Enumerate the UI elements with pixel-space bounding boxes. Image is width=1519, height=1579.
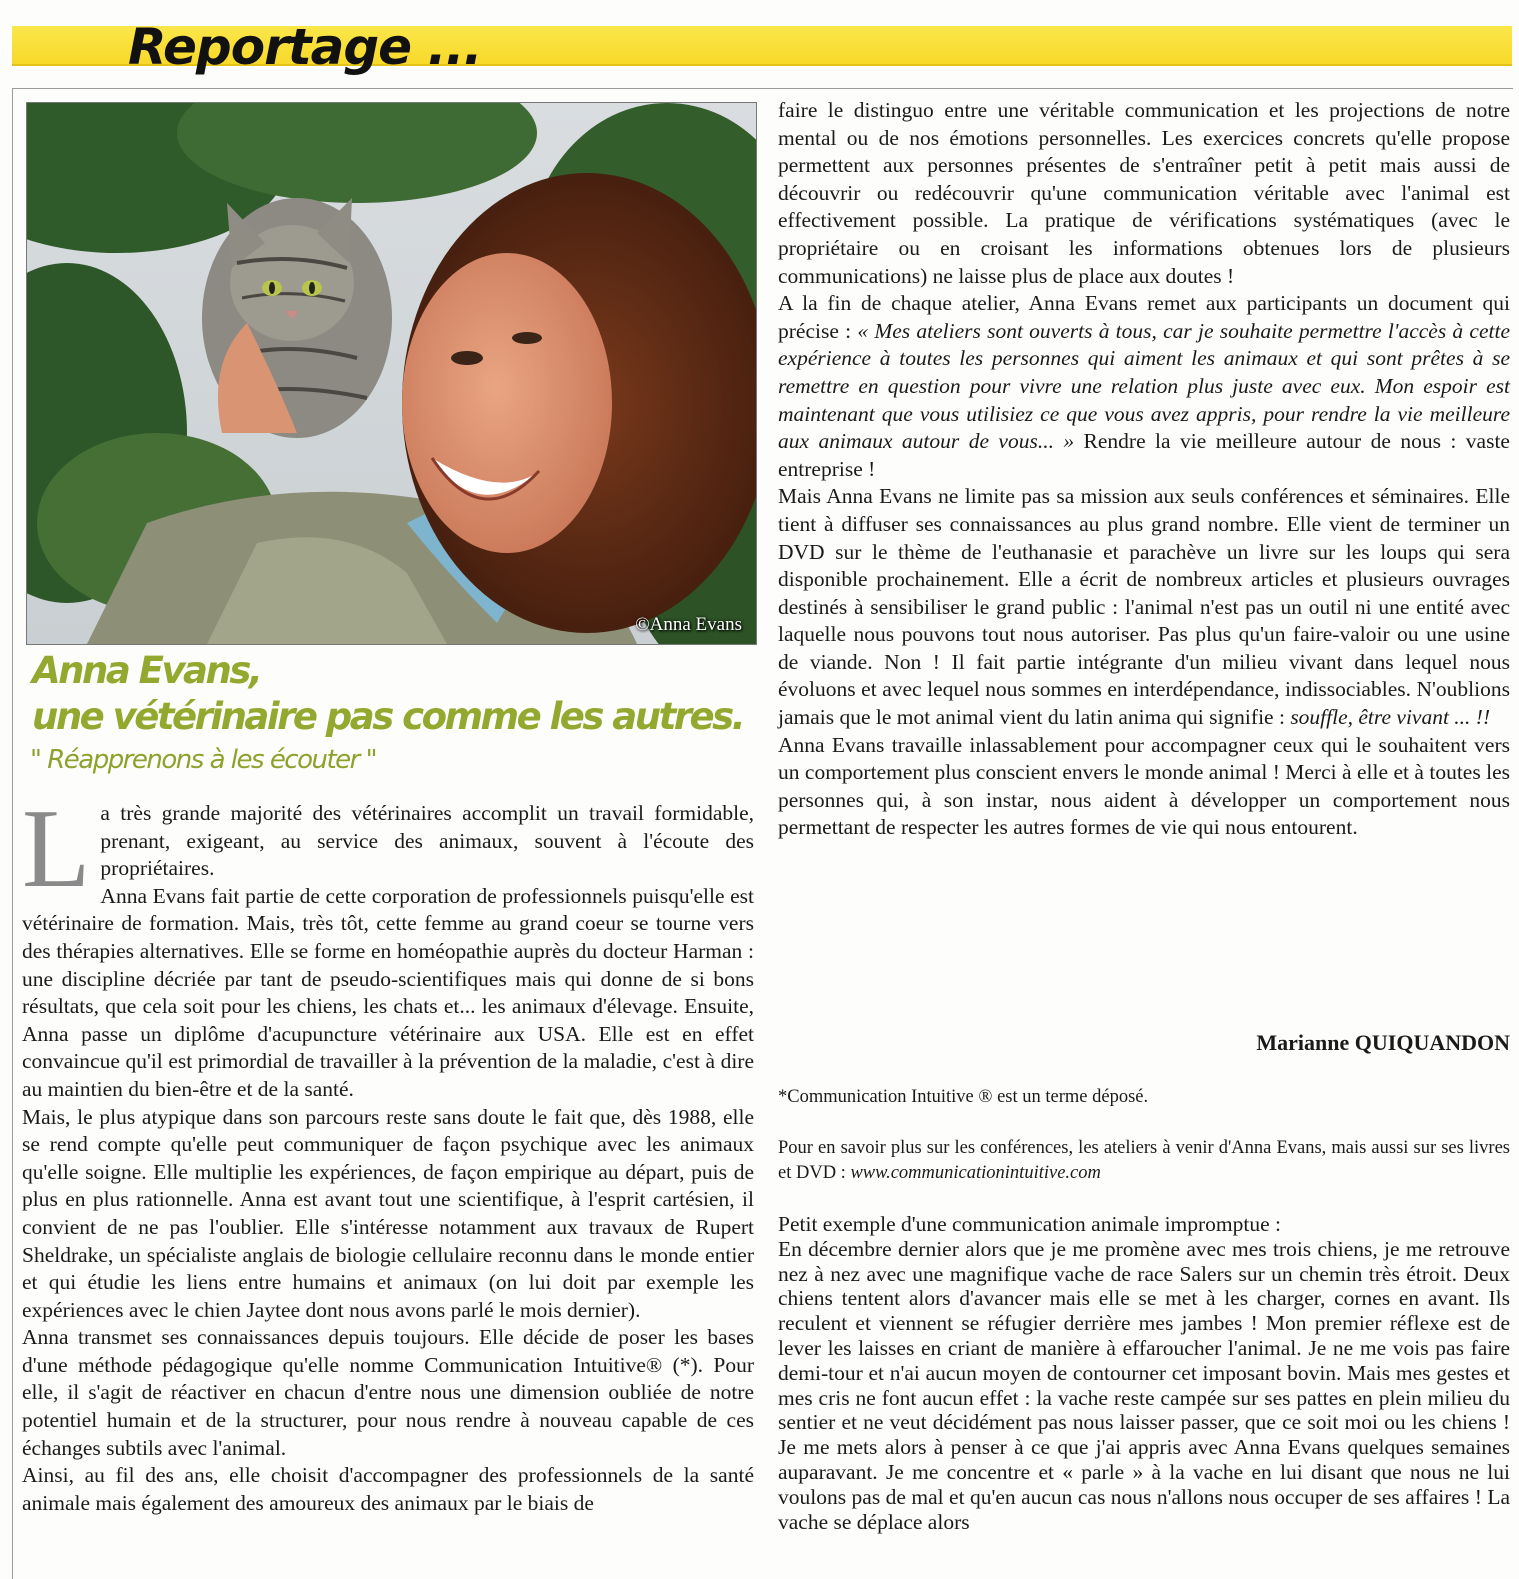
anna-quote: « Mes ateliers sont ouverts à tous, car je souhaite permettre l'accès à cette expérience à toutes les personnes qui aiment les animaux et qui sont prêtes à se remettre en question pour vivre une relation plus juste avec eux. Mon espoir est maintenant que vous utilisiez ce que vous avez appris, pour rendre la vie meilleure aux animaux autour de vous... » — [778, 318, 1510, 454]
photo-illustration — [27, 103, 756, 644]
example-title: Petit exemple d'une communication animale impromptue : — [778, 1212, 1282, 1236]
section-title: Reportage ... — [128, 18, 482, 76]
info-note — [778, 1136, 1510, 1186]
paragraph-4: Anna transmet ses connaissances depuis toujours. Elle décide de poser les bases d'une méthode pédagogique qu'elle nomme Communication Intuitive® (*). Pour elle, il s'agit de réactiver en chacun d'entre nous une dimension oubliée de notre potentiel humain et de la structurer, pour nous rendre à nouveau capable de ces échanges subtils avec l'animal. — [22, 1325, 754, 1460]
left-column — [22, 787, 754, 1517]
paragraph-5: Ainsi, au fil des ans, elle choisit d'accompagner des professionnels de la santé animale mais également des amoureux des animaux par le biais de — [22, 1463, 754, 1515]
info-text: Pour en savoir plus sur les conférences, les ateliers à venir d'Anna Evans, mais aussi sur ses livres et DVD : — [778, 1138, 1510, 1183]
example-body: En décembre dernier alors que je me promène avec mes trois chiens, je me retrouve nez à nez avec une magnifique vache de race Salers sur un chemin très étroit. Deux chiens tentent alors d'avancer mais elle se met à les charger, cornes en avant. Ils reculent et viennent se réfugier derrière mes jambes ! Mon premier réflexe est de lever les laisses en criant de manière à effaroucher l'animal. Je ne me vois pas faire demi-tour et n'ai aucun moyen de contourner cet imposant bovin. Mais mes gestes et mes cris ne font aucun effet : la vache reste campée sur ses pattes en plein milieu du sentier et ne veut décidément pas nous laisser passer, que ce soit moi ou les chiens ! Je me mets alors à penser à ce que j'ai appris avec Anna Evans quelques semaines auparavant. Je me concentre et « parle » à la vache en lui disant que nous ne lui voulons pas de mal et qu'en aucun cas nous n'allons nous occuper de ses affaires ! La vache se déplace alors — [778, 1236, 1510, 1534]
article-headline — [32, 648, 752, 740]
paragraph-3: Mais, le plus atypique dans son parcours reste sans doute le fait que, dès 1988, elle se rend compte qu'elle peut communiquer de façon psychique avec les animaux qu'elle soigne. Elle multiplie les expériences, de façon empirique au départ, puis de plus en plus rationnelle. Anna est avant tout une scientifique, à l'esprit cartésien, il convient de ne pas l'oublier. Elle s'intéresse notamment aux travaux de Rupert Sheldrake, un spécialiste anglais de biologie cellulaire reconnu dans le monde entier et qui étudie les liens entre humains et animaux (on lui doit par exemple les expériences avec le chien Jaytee dont nous avons parlé le mois dernier). — [22, 1104, 754, 1322]
paragraph-2: Anna Evans fait partie de cette corporation de professionnels puisqu'elle est vétérinaire de formation. Mais, très tôt, cette femme au grand coeur se tourne vers des thérapies alternatives. Elle se forme en homéopathie auprès du docteur Harman : une discipline décriée par tant de pseudo-scientifiques mais qui donne de si bons résultats, que cela soit pour les chiens, les chats et... les animaux d'élevage. Ensuite, Anna passe un diplôme d'acupuncture vétérinaire aux USA. Elle est en effet convaincue qu'il est primordial de travailler à la prévention de la maladie, c'est à dire au maintien du bien-être et de la santé. — [22, 883, 754, 1101]
article-subhead: " Réapprenons à les écouter " — [30, 745, 377, 775]
website-link[interactable]: www.communicationintuitive.com — [850, 1163, 1101, 1183]
article-photo — [26, 102, 757, 645]
headline-line-2: une vétérinaire pas comme les autres. — [32, 695, 744, 738]
paragraph-8 — [778, 483, 1510, 731]
paragraph-1 — [22, 787, 754, 911]
paragraph-1-text: a très grande majorité des vétérinaires accomplit un travail formidable, prenant, exigeant, au service des animaux, souvent à l'écoute des propriétaires. — [100, 801, 754, 881]
paragraph-6: faire le distinguo entre une véritable communication et les projections de notre mental ou de nos émotions personnelles. Les exercices concrets qu'elle propose permettent aux personnes présentes de s'entraîner petit à petit mais aussi de découvrir ou redécouvrir qu'une communication véritable avec l'animal est effectivement possible. La pratique de vérifications systématiques (avec le propriétaire ou en croisant les informations obtenues lors de plusieurs communications) ne laisse plus de place aux doutes ! — [778, 98, 1510, 288]
author-signature: Marianne QUIQUANDON — [1256, 1030, 1510, 1055]
footnote: *Communication Intuitive ® est un terme déposé. — [778, 1087, 1149, 1107]
paragraph-7-intro: A la fin de chaque atelier, Anna Evans remet aux participants un document qui précise : — [778, 291, 1510, 343]
drop-cap: L — [22, 787, 91, 911]
section-banner — [12, 18, 1512, 76]
anima-definition: souffle, être vivant ... !! — [1290, 705, 1491, 730]
photo-credit: ©Anna Evans — [635, 614, 742, 635]
paragraph-9: Anna Evans travaille inlassablement pour accompagner ceux qui le souhaitent vers un comportement plus conscient envers le monde animal ! Merci à elle et à toutes les personnes qui, à son instar, nous aident à développer un comportement nous permettant de respecter les autres formes de vie qui nous entourent. — [778, 732, 1510, 840]
paragraph-8-text: Mais Anna Evans ne limite pas sa mission aux seuls conférences et séminaires. Elle tient à diffuser ses connaissances au plus grand nombre. Elle vient de terminer un DVD sur le thème de l'euthanasie et parachève un livre sur les loups qui sera disponible prochainement. Elle a écrit de nombreux articles et plusieurs ouvrages destinés à sensibiliser le grand public : l'animal n'est pas un outil ni une entité avec laquelle nous pouvons tout nous autoriser. Pas plus qu'un faire-valoir ou une usine de viande. Non ! Il fait partie intégrante d'un milieu vivant dans lequel nous évoluons et avec lequel nous sommes en interdépendance, indissociables. N'oublions jamais que le mot animal vient du latin anima qui signifie : — [778, 484, 1510, 730]
paragraph-7-outro: Rendre la vie meilleure autour de nous : vaste entreprise ! — [778, 429, 1510, 481]
paragraph-7 — [778, 290, 1510, 483]
headline-line-1: Anna Evans, — [32, 649, 261, 692]
example-box — [778, 1212, 1510, 1534]
right-column — [778, 97, 1510, 842]
